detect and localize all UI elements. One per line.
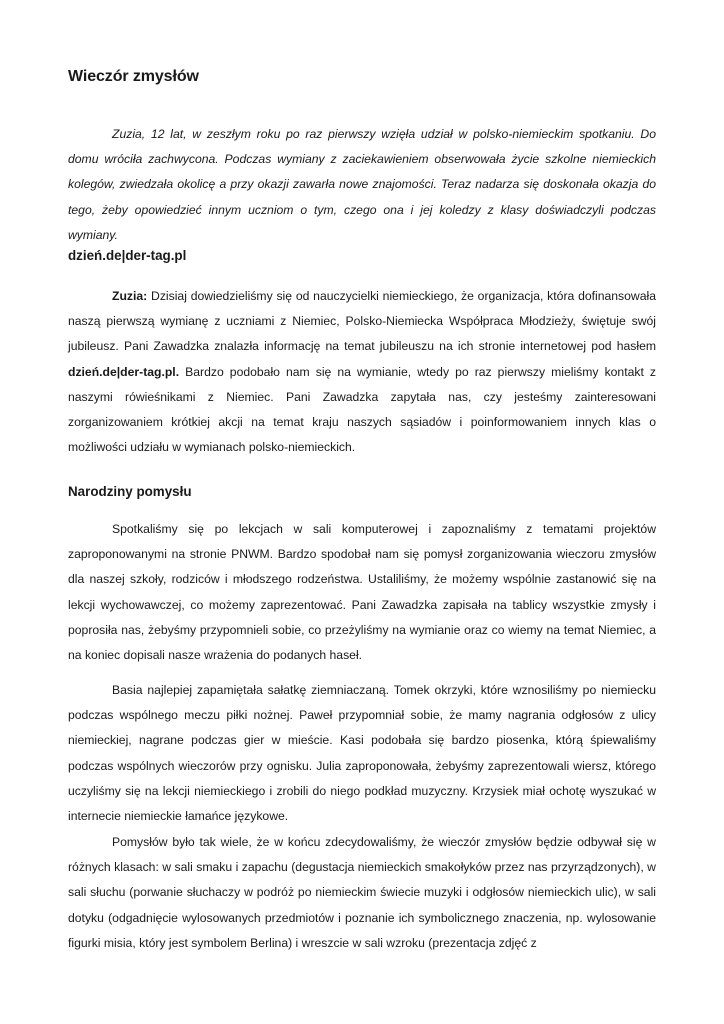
intro-paragraph: Zuzia, 12 lat, w zeszłym roku po raz pierwszy wzięła udział w polsko-niemieckim spotkaniu. Do domu wróciła zachwycona. Podczas wymiany z zaciekawieniem obserwowała życie szkolne niemieckich kolegów, zwiedzała okolicę a przy okazji zawarła nowe znajomości. Teraz nadarza się doskonała okazja do tego, żeby opowiedzieć innym uczniom o tym, czego ona i jej koledzy z klasy doświadczyli podczas wymiany.: [68, 127, 656, 242]
section-2-paragraph-2: Basia najlepiej zapamiętała sałatkę ziemniaczaną. Tomek okrzyki, które wznosiliśmy po niemiecku podczas wspólnego meczu piłki nożnej. Paweł przypomniał sobie, że mamy nagrania odgłosów z ulicy niemieckiej, nagrane podczas gier w mieście. Kasi podobała się bardzo piosenka, którą śpiewaliśmy podczas wspólnych wieczorów przy ognisku. Julia zaproponowała, żebyśmy zaprezentowali wiersz, którego uczyliśmy się na lekcji niemieckiego i zrobili do niego podkład muzyczny. Krzysiek miał ochotę wyszukać w internecie niemieckie łamańce językowe.: [68, 683, 656, 824]
section-heading-dzien-de: dzień.de|der-tag.pl: [68, 248, 187, 263]
section-heading-narodziny-pomyslu: Narodziny pomysłu: [68, 484, 192, 499]
section-1-paragraph: [68, 284, 656, 460]
paragraph-text-part2: Bardzo podobało nam się na wymianie, wtedy po raz pierwszy mieliśmy kontakt z naszymi rówieśnikami z Niemiec. Pani Zawadzka zapytała nas, czy jesteśmy zainteresowani zorganizowaniem krótkiej akcji na temat kraju naszych sąsiadów i poinformowaniem innych klas o możliwości udziału w wymianach polsko-niemieckich.: [68, 364, 656, 455]
paragraph-text-part1: Dzisiaj dowiedzieliśmy się od nauczycielki niemieckiego, że organizacja, która dofinansowała naszą pierwszą wymianę z uczniami z Niemiec, Polsko-Niemiecka Współpraca Młodzieży, świętuje swój jubileusz. Pani Zawadzka znalazła informację na temat jubileuszu na ich stronie internetowej pod hasłem: [68, 289, 656, 354]
section-2-paragraph-3: Pomysłów było tak wiele, że w końcu zdecydowaliśmy, że wieczór zmysłów będzie odbywał się w różnych klasach: w sali smaku i zapachu (degustacja niemieckich smakołyków przez nas przyrządzonych), w sali słuchu (porwanie słuchaczy w podróż po niemieckim świecie muzyki i odgłosów niemieckich ulic), w sali dotyku (odgadnięcie wylosowanych przedmiotów i poznanie ich symbolicznego znaczenia, np. wylosowanie figurki misia, który jest symbolem Berlina) i wreszcie w sali wzroku (prezentacja zdjęć z: [68, 835, 656, 950]
document-title: Wieczór zmysłów: [68, 68, 199, 85]
section-2-paragraph-1: Spotkaliśmy się po lekcjach w sali komputerowej i zapoznaliśmy z tematami projektów zaproponowanymi na stronie PNWM. Bardzo spodobał nam się pomysł zorganizowania wieczoru zmysłów dla naszej szkoły, rodziców i młodszego rodzeństwa. Ustaliliśmy, że możemy wspólnie zastanowić się na lekcji wychowawczej, co możemy zaprezentować. Pani Zawadzka zapisała na tablicy wszystkie zmysły i poprosiła nas, żebyśmy przypomnieli sobie, co przeżyliśmy na wymianie oraz co wiemy na temat Niemiec, a na koniec dopisali nasze wrażenia do podanych haseł.: [68, 522, 656, 663]
speaker-label: Zuzia:: [112, 289, 148, 303]
highlight-link-text: dzień.de|der-tag.pl.: [68, 364, 180, 379]
